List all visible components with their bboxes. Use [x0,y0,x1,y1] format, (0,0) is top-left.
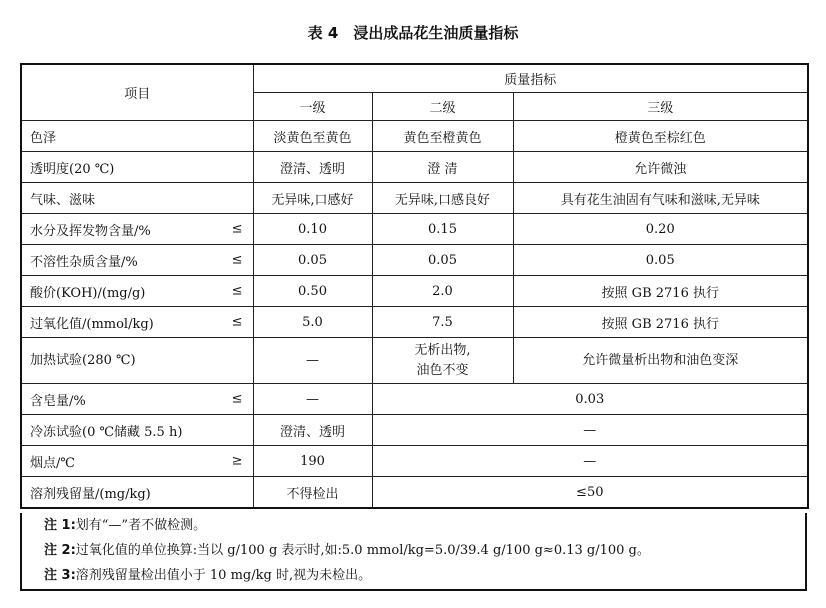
row-item: 不溶性杂质含量/% ≤ [21,245,253,276]
row-value: 按照 GB 2716 执行 [513,307,808,338]
quality-table [20,63,809,509]
row-value: 0.05 [253,245,372,276]
row-value: 5.0 [253,307,372,338]
row-value: 黄色至橙黄色 [372,121,513,152]
row-value: 澄清、透明 [253,152,372,183]
table-row [21,245,808,276]
row-value: 不得检出 [253,477,372,509]
row-value: 无异味,口感好 [253,183,372,214]
row-value: — [253,338,372,384]
row-value: 澄 清 [372,152,513,183]
row-item: 酸价(KOH)/(mg/g) ≤ [21,276,253,307]
row-value: 具有花生油固有气味和滋味,无异味 [513,183,808,214]
table-row [21,121,808,152]
comparison-symbol: ≤ [231,314,243,330]
grade-2: 二级 [372,93,513,121]
row-value: 0.05 [513,245,808,276]
row-value: 0.20 [513,214,808,245]
row-value: 2.0 [372,276,513,307]
row-value: 按照 GB 2716 执行 [513,276,808,307]
row-value: 0.05 [372,245,513,276]
comparison-symbol: ≤ [231,252,243,268]
table-row [21,338,808,384]
row-item: 溶剂残留量/(mg/kg) [21,477,253,509]
row-value: 0.50 [253,276,372,307]
row-value: — [253,384,372,415]
row-item: 加热试验(280 ℃) [21,338,253,384]
table-row [21,477,808,509]
comparison-symbol: ≤ [231,283,243,299]
row-value: 7.5 [372,307,513,338]
row-value-merged: — [372,446,808,477]
table-row [21,446,808,477]
note-2: 注 2:过氧化值的单位换算:当以 g/100 g 表示时,如:5.0 mmol/kg=5.0/39.4 g/100 g≈0.13 g/100 g。 [44,543,650,558]
comparison-symbol: ≤ [231,221,243,237]
header-row [21,64,808,93]
row-value-merged: 0.03 [372,384,808,415]
table-title: 表 4 浸出成品花生油质量指标 [307,24,519,42]
grade-3: 三级 [513,93,808,121]
header-quality: 质量指标 [253,64,808,93]
table-row [21,214,808,245]
row-value: 0.15 [372,214,513,245]
row-value: 橙黄色至棕红色 [513,121,808,152]
row-value: 0.10 [253,214,372,245]
comparison-symbol: ≤ [231,391,243,407]
note-1: 注 1:划有“—”者不做检测。 [44,518,207,533]
row-item: 过氧化值/(mmol/kg) ≤ [21,307,253,338]
table-row [21,307,808,338]
table-row [21,415,808,446]
table-row [21,183,808,214]
row-item: 冷冻试验(0 ℃储藏 5.5 h) [21,415,253,446]
notes [20,513,807,591]
row-value-merged: ≤50 [372,477,808,509]
row-value-merged: — [372,415,808,446]
row-item: 色泽 [21,121,253,152]
note-3: 注 3:溶剂残留量检出值小于 10 mg/kg 时,视为未检出。 [44,568,372,583]
row-item: 透明度(20 ℃) [21,152,253,183]
table-row [21,152,808,183]
table-row [21,276,808,307]
header-item: 项目 [21,64,253,121]
grade-1: 一级 [253,93,372,121]
row-value: 淡黄色至黄色 [253,121,372,152]
row-value: 澄清、透明 [253,415,372,446]
row-item: 气味、滋味 [21,183,253,214]
row-value: 无析出物, 油色不变 [372,338,513,384]
row-value: 190 [253,446,372,477]
row-item: 烟点/℃ ≥ [21,446,253,477]
row-value: 允许微量析出物和油色变深 [513,338,808,384]
table-row [21,384,808,415]
row-value: 无异味,口感良好 [372,183,513,214]
row-item: 水分及挥发物含量/% ≤ [21,214,253,245]
comparison-symbol: ≥ [231,453,243,469]
row-item: 含皂量/% ≤ [21,384,253,415]
row-value: 允许微浊 [513,152,808,183]
